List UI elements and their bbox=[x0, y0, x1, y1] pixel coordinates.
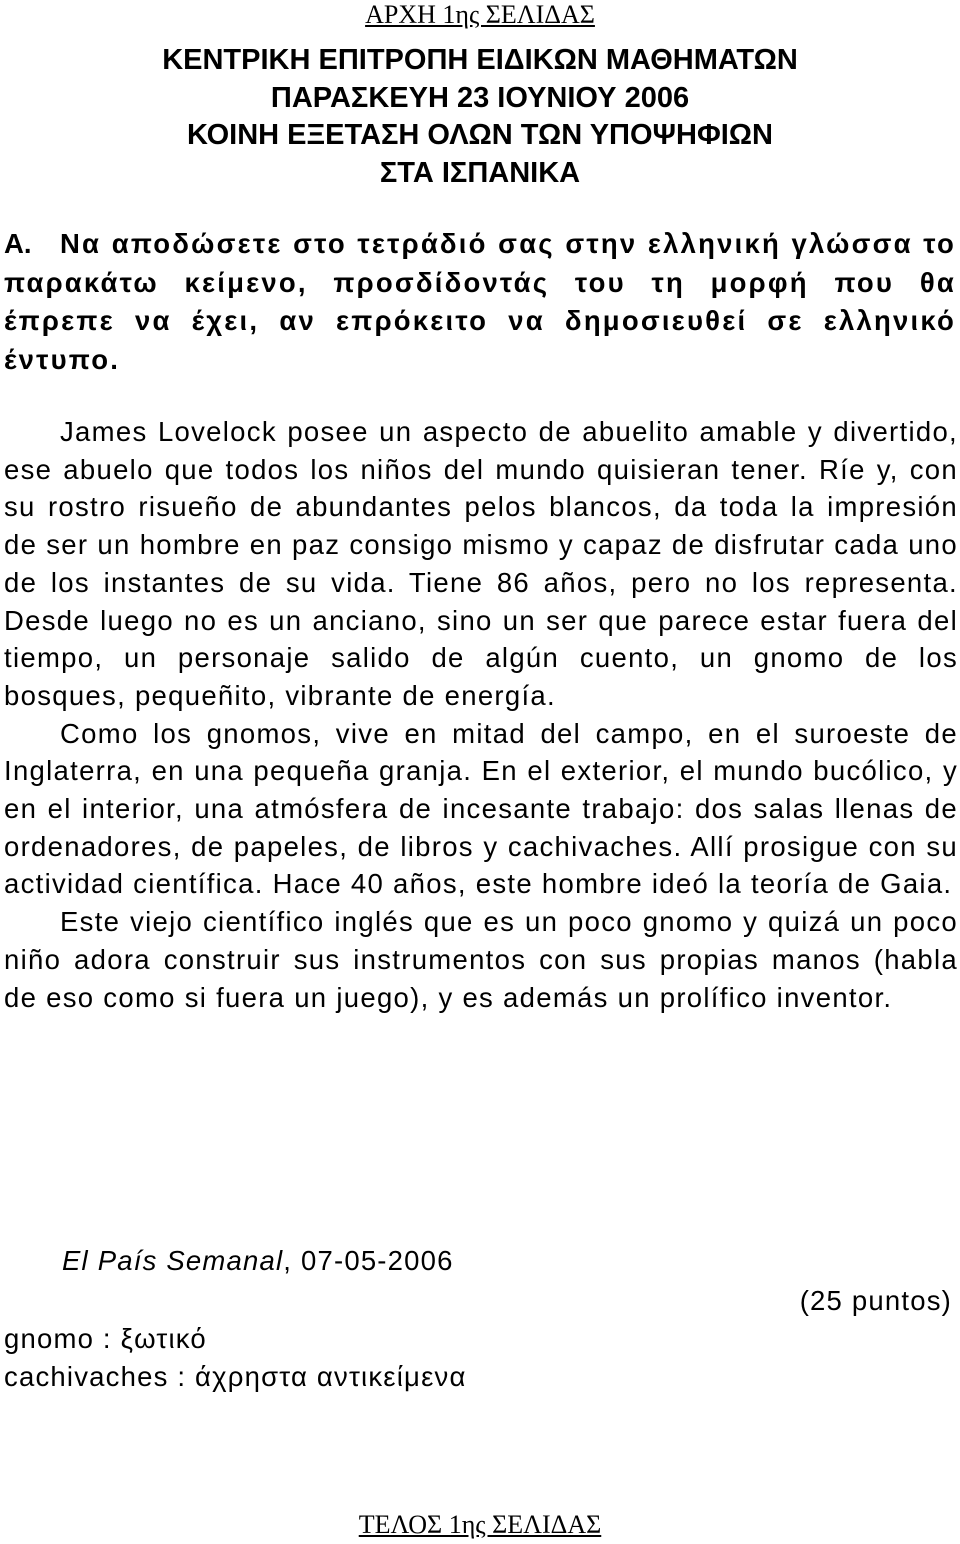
passage-paragraph-1: James Lovelock posee un aspecto de abuelito amable y divertido, ese abuelo que todos los niños del mundo quisieran tener. Ríe y, con su rostro risueño de abundantes pelos blancos, da toda la impresión de ser un hombre en paz consigo mismo y capaz de disfrutar cada uno de los instantes de su vida. Tiene 86 años, pero no los representa. Desde luego no es un anciano, sino un ser que parece estar fuera del tiempo, un personaje salido de algún cuento, un gnomo de los bosques, pequeñito, vibrante de energía. bbox=[4, 416, 958, 711]
source-date: , 07-05-2006 bbox=[283, 1245, 454, 1276]
title-line-language: ΣΤΑ ΙΣΠΑΝΙΚΑ bbox=[379, 156, 581, 189]
spanish-passage bbox=[4, 413, 958, 1016]
exam-title bbox=[0, 42, 960, 192]
source-publication: El País Semanal bbox=[62, 1245, 284, 1276]
source-citation bbox=[62, 1242, 454, 1280]
glossary bbox=[4, 1320, 467, 1396]
title-line-exam: ΚΟΙΝΗ ΕΞΕΤΑΣΗ ΟΛΩΝ ΤΩΝ ΥΠΟΨΗΦΙΩΝ bbox=[186, 119, 774, 151]
task-instruction-text: Να αποδώσετε στο τετράδιό σας στην ελληνική γλώσσα το παρακάτω κείμενο, προσδίδοντάς του τη μορφή που θα έπρεπε να έχει, αν επρόκειτο να δημοσιευθεί σε ελληνικό έντυπο. bbox=[4, 228, 956, 376]
title-line-date: ΠΑΡΑΣΚΕΥΗ 23 ΙΟΥΝΙΟΥ 2006 bbox=[270, 81, 690, 114]
page-start-header: ΑΡΧΗ 1ης ΣΕΛΙΔΑΣ bbox=[365, 0, 595, 29]
glossary-entry-gnomo: gnomo : ξωτικό bbox=[4, 1323, 207, 1354]
title-line-committee: ΚΕΝΤΡΙΚΗ ΕΠΙΤΡΟΠΗ ΕΙΔΙΚΩΝ ΜΑΘΗΜΑΤΩΝ bbox=[162, 44, 798, 76]
points-value: (25 puntos) bbox=[799, 1285, 952, 1316]
glossary-entry-cachivaches: cachivaches : άχρηστα αντικείμενα bbox=[4, 1361, 467, 1392]
task-label: Α. bbox=[4, 228, 32, 259]
task-instruction bbox=[4, 225, 956, 380]
passage-paragraph-2: Como los gnomos, vive en mitad del campo, en el suroeste de Inglaterra, en una pequeña granja. En el exterior, el mundo bucólico, y en el interior, una atmósfera de incesante trabajo: dos salas llenas de ordenadores, de papeles, de libros y cachivaches. Allí prosigue con su actividad científica. Hace 40 años, este hombre ideó la teoría de Gaia. bbox=[4, 717, 958, 900]
page-end-footer: ΤΕΛΟΣ 1ης ΣΕΛΙΔΑΣ bbox=[358, 1510, 602, 1539]
passage-paragraph-3: Este viejo científico inglés que es un poco gnomo y quizá un poco niño adora construir sus instrumentos con sus propias manos (habla de eso como si fuera un juego), y es además un prolífico inventor. bbox=[4, 906, 958, 1013]
